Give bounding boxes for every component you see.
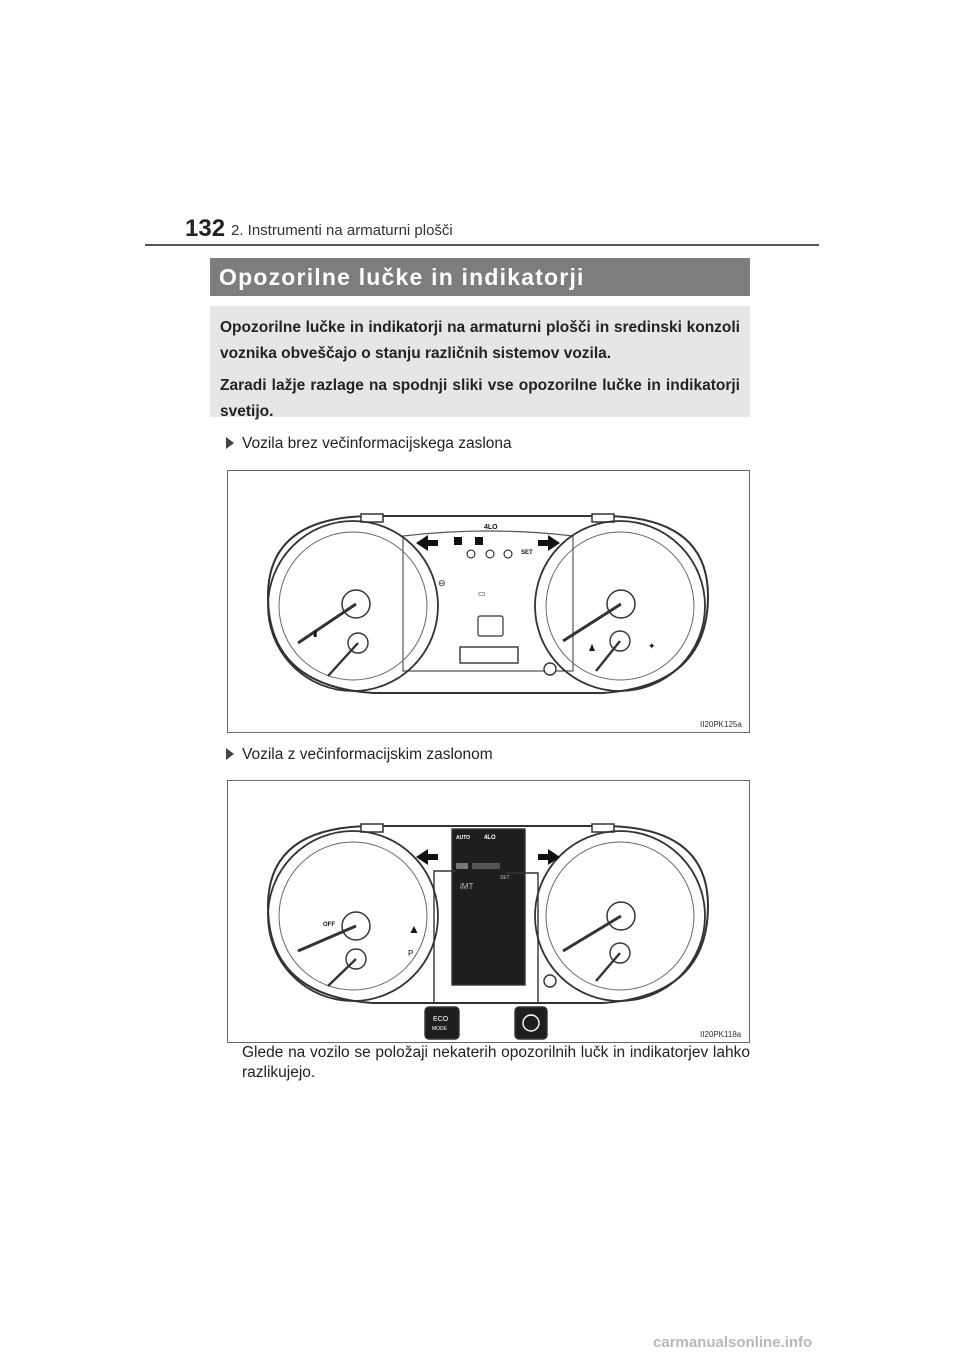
- triangle-bullet-icon: [226, 748, 234, 760]
- eco-mode-button: [425, 1007, 459, 1039]
- battery-icon: ▭: [478, 589, 486, 598]
- caption-text-1: Vozila brez večinformacijskega zaslona: [242, 435, 512, 452]
- speedometer-needle: [298, 926, 356, 951]
- airbag-icon: ✦: [648, 641, 656, 651]
- warning-lamp-icon: [454, 537, 462, 545]
- right-turn-arrow-icon: [538, 849, 560, 865]
- warning-lamp-icon: [467, 550, 475, 558]
- housing-clip-left: [361, 824, 383, 832]
- intro-box: [210, 306, 750, 420]
- fuel-icon: ▮: [313, 629, 318, 638]
- triangle-bullet-icon: [226, 437, 234, 449]
- warning-triangle-icon: ▲: [408, 922, 420, 936]
- left-turn-arrow-icon: [416, 535, 438, 551]
- cluster-housing-outline: [268, 516, 708, 693]
- speedometer-needle: [298, 604, 356, 643]
- set-indicator: SET: [500, 875, 510, 881]
- fig-code-2: II20PK118a: [700, 1030, 742, 1039]
- auto-lsd-indicator: AUTO: [456, 835, 471, 841]
- four-lo-indicator: 4LO: [484, 835, 496, 841]
- multi-information-display: [452, 829, 525, 985]
- imt-indicator: iMT: [460, 882, 474, 891]
- fuel-gauge-needle: [328, 643, 358, 676]
- odometer-display: [460, 647, 518, 663]
- cruise-control-button: [515, 1007, 547, 1039]
- warning-lamp-icon: [504, 550, 512, 558]
- eco-label: ECO: [433, 1016, 449, 1023]
- trip-reset-knob: [544, 663, 556, 675]
- housing-clip-left: [361, 514, 383, 522]
- set-indicator: SET: [521, 550, 533, 556]
- status-icon-row: [472, 863, 500, 869]
- instrument-cluster-drawing: [228, 471, 749, 732]
- four-lo-indicator: 4LO: [484, 524, 498, 531]
- figure-cluster-basic: [227, 470, 750, 733]
- oil-temp-icon: ⊖: [438, 578, 446, 588]
- fuel-gauge-needle: [328, 959, 356, 986]
- intro-paragraph-2: Zaradi lažje razlage na spodnji sliki vse opozorilne lučke in indikatorji svetijo.: [220, 377, 740, 420]
- bullet-caption-2: [226, 746, 493, 764]
- header-divider: [145, 244, 819, 246]
- page-number: 132: [185, 215, 226, 242]
- bullet-caption-1: [226, 435, 512, 453]
- watermark: carmanualsonline.info: [653, 1334, 813, 1351]
- trip-reset-knob: [544, 975, 556, 987]
- seatbelt-icon: ♟: [588, 643, 597, 653]
- off-indicator: OFF: [323, 922, 335, 928]
- status-icon-row: [456, 863, 468, 869]
- warning-lamp-icon: [486, 550, 494, 558]
- fig-code-1: II20PK125a: [700, 720, 742, 729]
- intro-paragraph-1: Opozorilne lučke in indikatorji na armaturni plošči in sredinski konzoli voznika obveščajo o stanju različnih sistemov vozila.: [220, 319, 740, 362]
- warning-lamp-icon: [475, 537, 483, 545]
- temp-gauge-needle: [596, 953, 620, 981]
- caption-text-2: Vozila z večinformacijskim zaslonom: [242, 746, 493, 763]
- section-title: Opozorilne lučke in indikatorji: [210, 258, 750, 296]
- temp-gauge-needle: [596, 641, 620, 671]
- note-text: Glede na vozilo se položaji nekaterih opozorilnih lučk in indikatorjev lahko razlikujejo.: [242, 1044, 750, 1081]
- figure-cluster-mid: [227, 780, 750, 1043]
- parking-brake-icon: P: [408, 949, 414, 958]
- chapter-title: 2. Instrumenti na armaturni plošči: [231, 222, 453, 239]
- instrument-cluster-drawing: [228, 781, 749, 1042]
- mode-label: MODE: [432, 1026, 447, 1032]
- center-lamp: [478, 616, 503, 636]
